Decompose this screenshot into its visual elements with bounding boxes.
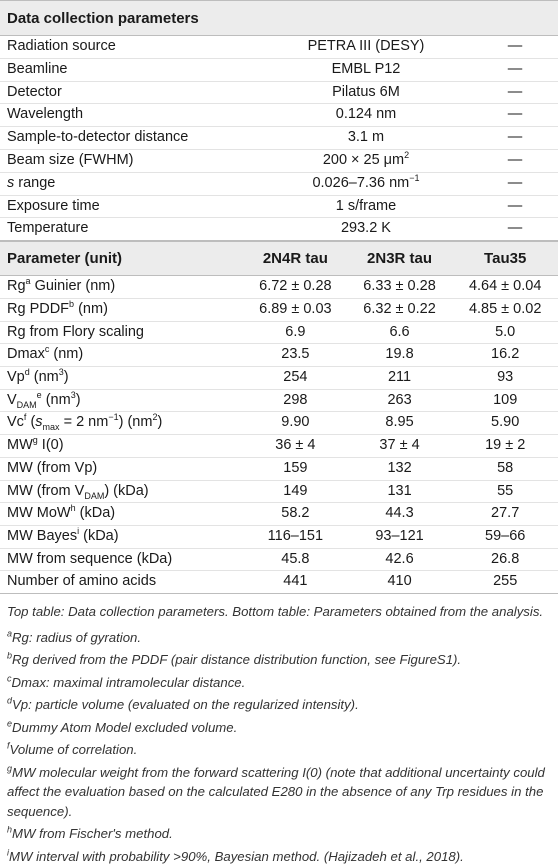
footnote-mark: f [23, 412, 27, 423]
param-cell [0, 344, 244, 367]
table1-title: Data collection parameters [0, 0, 558, 36]
header-row [0, 242, 558, 276]
footnote-mark: h [7, 824, 13, 835]
table-notes [0, 594, 558, 866]
param-cell: Temperature [0, 218, 260, 241]
value-cell: 9.90 [244, 412, 347, 435]
value-cell: 27.7 [452, 503, 558, 526]
table-row [0, 389, 558, 412]
value-cell: 59–66 [452, 525, 558, 548]
exponent: 3 [58, 367, 64, 378]
value-text: 0.026–7.36 nm [312, 174, 410, 191]
footnote-mark: h [70, 503, 76, 514]
value-cell [260, 172, 472, 195]
param-text: ) [157, 414, 163, 431]
table-row [0, 276, 558, 299]
table-row [0, 172, 558, 195]
param-text: ( [26, 414, 36, 431]
value-cell: 4.85 ± 0.02 [452, 298, 558, 321]
footnote [7, 673, 551, 693]
value-cell: 254 [244, 366, 347, 389]
param-cell [0, 276, 244, 299]
param-text: (nm [41, 391, 71, 408]
param-cell [0, 525, 244, 548]
value-cell: 132 [347, 457, 453, 480]
param-cell: MW from sequence (kDa) [0, 548, 244, 571]
italic-symbol: s [7, 174, 15, 191]
value-cell: 149 [244, 480, 347, 503]
footnote-text: MW molecular weight from the forward scattering I(0) (note that additional uncertainty could affect the evaluation based on the calculated E280 in the absence of any Trp residues in the sequence). [7, 764, 545, 819]
table-row [0, 503, 558, 526]
param-cell: Exposure time [0, 195, 260, 218]
param-cell: MW (from Vp) [0, 457, 244, 480]
footnote-mark: e [7, 718, 13, 729]
value-cell: 410 [347, 571, 453, 594]
table-row [0, 36, 558, 58]
table-row [0, 435, 558, 458]
value-cell: 8.95 [347, 412, 453, 435]
param-text: ) (kDa) [104, 482, 149, 499]
value-text: 200 × 25 μm [322, 151, 405, 168]
value-cell: 16.2 [452, 344, 558, 367]
param-text: Vc [7, 414, 24, 431]
value-cell: 42.6 [347, 548, 453, 571]
param-text: Rg [7, 278, 26, 295]
footnote-text: MW interval with probability >90%, Bayesian method. (Hajizadeh et al., 2018). [9, 848, 464, 864]
value-cell: 211 [347, 366, 453, 389]
subscript: DAM [16, 399, 37, 410]
param-text: (kDa) [79, 527, 119, 544]
value-cell: 6.6 [347, 321, 453, 344]
footnote-mark: c [7, 673, 12, 684]
exponent: 2 [152, 412, 158, 423]
param-text: I(0) [37, 437, 64, 454]
superscript: −1 [409, 172, 420, 183]
table-row [0, 104, 558, 127]
extra-cell: — [472, 36, 558, 58]
table-row [0, 298, 558, 321]
param-cell: Radiation source [0, 36, 260, 58]
footnote [7, 695, 551, 715]
exponent: −1 [108, 412, 119, 423]
table-row [0, 525, 558, 548]
param-text: MW [7, 437, 33, 454]
value-cell: 263 [347, 389, 453, 412]
param-text: Dmax [7, 346, 45, 363]
extra-cell: — [472, 149, 558, 172]
value-cell: 6.33 ± 0.28 [347, 276, 453, 299]
param-cell: Beam size (FWHM) [0, 149, 260, 172]
footnote-mark: i [77, 526, 80, 537]
param-cell: Number of amino acids [0, 571, 244, 594]
value-cell: 159 [244, 457, 347, 480]
extra-cell: — [472, 104, 558, 127]
extra-cell: — [472, 172, 558, 195]
footnote-mark: d [24, 367, 30, 378]
header-2n3r: 2N3R tau [347, 242, 453, 276]
value-cell: 58 [452, 457, 558, 480]
extra-cell: — [472, 127, 558, 150]
footnote-mark: c [44, 344, 50, 355]
value-cell: EMBL P12 [260, 58, 472, 81]
param-cell [0, 435, 244, 458]
footnote-mark: b [69, 299, 75, 310]
header-parameter: Parameter (unit) [0, 242, 244, 276]
value-cell: 293.2 K [260, 218, 472, 241]
exponent: 3 [70, 389, 76, 400]
footnote [7, 650, 551, 670]
param-text: (nm) [74, 300, 108, 317]
value-cell: 1 s/frame [260, 195, 472, 218]
value-cell: 5.90 [452, 412, 558, 435]
footnote-mark: a [7, 628, 13, 639]
param-cell [0, 389, 244, 412]
param-cell: Sample-to-detector distance [0, 127, 260, 150]
footnote-text: Dummy Atom Model excluded volume. [12, 719, 238, 735]
value-cell: 6.72 ± 0.28 [244, 276, 347, 299]
param-text: ) [75, 391, 81, 408]
value-cell: 116–151 [244, 525, 347, 548]
table-row [0, 58, 558, 81]
table-row [0, 127, 558, 150]
value-cell: 255 [452, 571, 558, 594]
footnote-mark: b [7, 650, 13, 661]
param-cell [0, 412, 244, 435]
subscript: max [42, 422, 60, 433]
value-cell: 109 [452, 389, 558, 412]
table-row [0, 366, 558, 389]
value-cell: 6.89 ± 0.03 [244, 298, 347, 321]
value-cell: 6.32 ± 0.22 [347, 298, 453, 321]
value-cell: 19.8 [347, 344, 453, 367]
table-row [0, 571, 558, 594]
param-text: Guinier (nm) [30, 278, 116, 295]
param-cell: Detector [0, 81, 260, 104]
param-text: ) (nm [118, 414, 153, 431]
value-cell: 26.8 [452, 548, 558, 571]
footnote-mark: g [32, 435, 38, 446]
param-cell: Beamline [0, 58, 260, 81]
table-row [0, 321, 558, 344]
param-text: MW (from V [7, 482, 85, 499]
param-cell [0, 172, 260, 195]
table-row [0, 81, 558, 104]
param-cell [0, 366, 244, 389]
footnote-mark: d [7, 695, 13, 706]
param-text: (nm) [49, 346, 84, 363]
table-row [0, 344, 558, 367]
extra-cell: — [472, 58, 558, 81]
value-cell: 58.2 [244, 503, 347, 526]
table-row [0, 548, 558, 571]
table-row [0, 149, 558, 172]
param-text: ) [63, 368, 69, 385]
value-cell: 3.1 m [260, 127, 472, 150]
table-row [0, 457, 558, 480]
param-text: Rg PDDF [7, 300, 70, 317]
param-text: Vp [7, 368, 25, 385]
footnote-text: Vp: particle volume (evaluated on the regularized intensity). [12, 697, 359, 713]
param-cell: Wavelength [0, 104, 260, 127]
param-text: range [14, 174, 56, 191]
header-2n4r: 2N4R tau [244, 242, 347, 276]
value-cell: 0.124 nm [260, 104, 472, 127]
footnote [7, 847, 551, 866]
value-cell: 298 [244, 389, 347, 412]
param-cell [0, 503, 244, 526]
value-cell: 55 [452, 480, 558, 503]
footnote [7, 628, 551, 648]
value-cell: 4.64 ± 0.04 [452, 276, 558, 299]
italic-symbol: s [35, 414, 43, 431]
param-cell [0, 480, 244, 503]
superscript: 2 [404, 150, 410, 161]
param-text: (nm [29, 368, 59, 385]
table-row [0, 480, 558, 503]
value-cell: 19 ± 2 [452, 435, 558, 458]
footnote [7, 824, 551, 844]
value-cell: 93–121 [347, 525, 453, 548]
footnote-text: MW from Fischer's method. [12, 826, 173, 842]
footnote-mark: i [7, 847, 9, 858]
value-cell: Pilatus 6M [260, 81, 472, 104]
value-cell: PETRA III (DESY) [260, 36, 472, 58]
param-text: MW Bayes [7, 527, 78, 544]
footnote-mark: e [36, 389, 42, 400]
value-cell [260, 149, 472, 172]
value-cell: 37 ± 4 [347, 435, 453, 458]
parameters-table [0, 241, 558, 594]
value-cell: 131 [347, 480, 453, 503]
header-tau35: Tau35 [452, 242, 558, 276]
footnote-mark: g [7, 763, 13, 774]
table-row [0, 218, 558, 241]
param-cell: Rg from Flory scaling [0, 321, 244, 344]
table-row [0, 412, 558, 435]
value-cell: 23.5 [244, 344, 347, 367]
footnote [7, 763, 551, 822]
footnote-text: Dmax: maximal intramolecular distance. [11, 674, 246, 690]
footnote-mark: f [7, 740, 10, 751]
param-text: V [7, 391, 17, 408]
param-cell [0, 298, 244, 321]
table-row [0, 195, 558, 218]
footnote [7, 740, 551, 760]
footnote-text: Rg derived from the PDDF (pair distance distribution function, see FigureS1). [12, 652, 462, 668]
value-cell: 441 [244, 571, 347, 594]
extra-cell: — [472, 81, 558, 104]
param-text: (kDa) [75, 505, 116, 522]
table-caption: Top table: Data collection parameters. Bottom table: Parameters obtained from the analysis. [7, 604, 544, 620]
data-collection-table [0, 36, 558, 241]
subscript: DAM [84, 490, 105, 501]
extra-cell: — [472, 218, 558, 241]
value-cell: 45.8 [244, 548, 347, 571]
footnote-text: Rg: radius of gyration. [12, 629, 142, 645]
value-cell: 6.9 [244, 321, 347, 344]
value-cell: 44.3 [347, 503, 453, 526]
value-cell: 5.0 [452, 321, 558, 344]
param-text: MW MoW [7, 505, 71, 522]
footnote [7, 718, 551, 738]
param-text: = 2 nm [59, 414, 109, 431]
footnote-text: Volume of correlation. [9, 742, 138, 758]
extra-cell: — [472, 195, 558, 218]
value-cell: 36 ± 4 [244, 435, 347, 458]
value-cell: 93 [452, 366, 558, 389]
footnote-mark: a [25, 276, 31, 287]
